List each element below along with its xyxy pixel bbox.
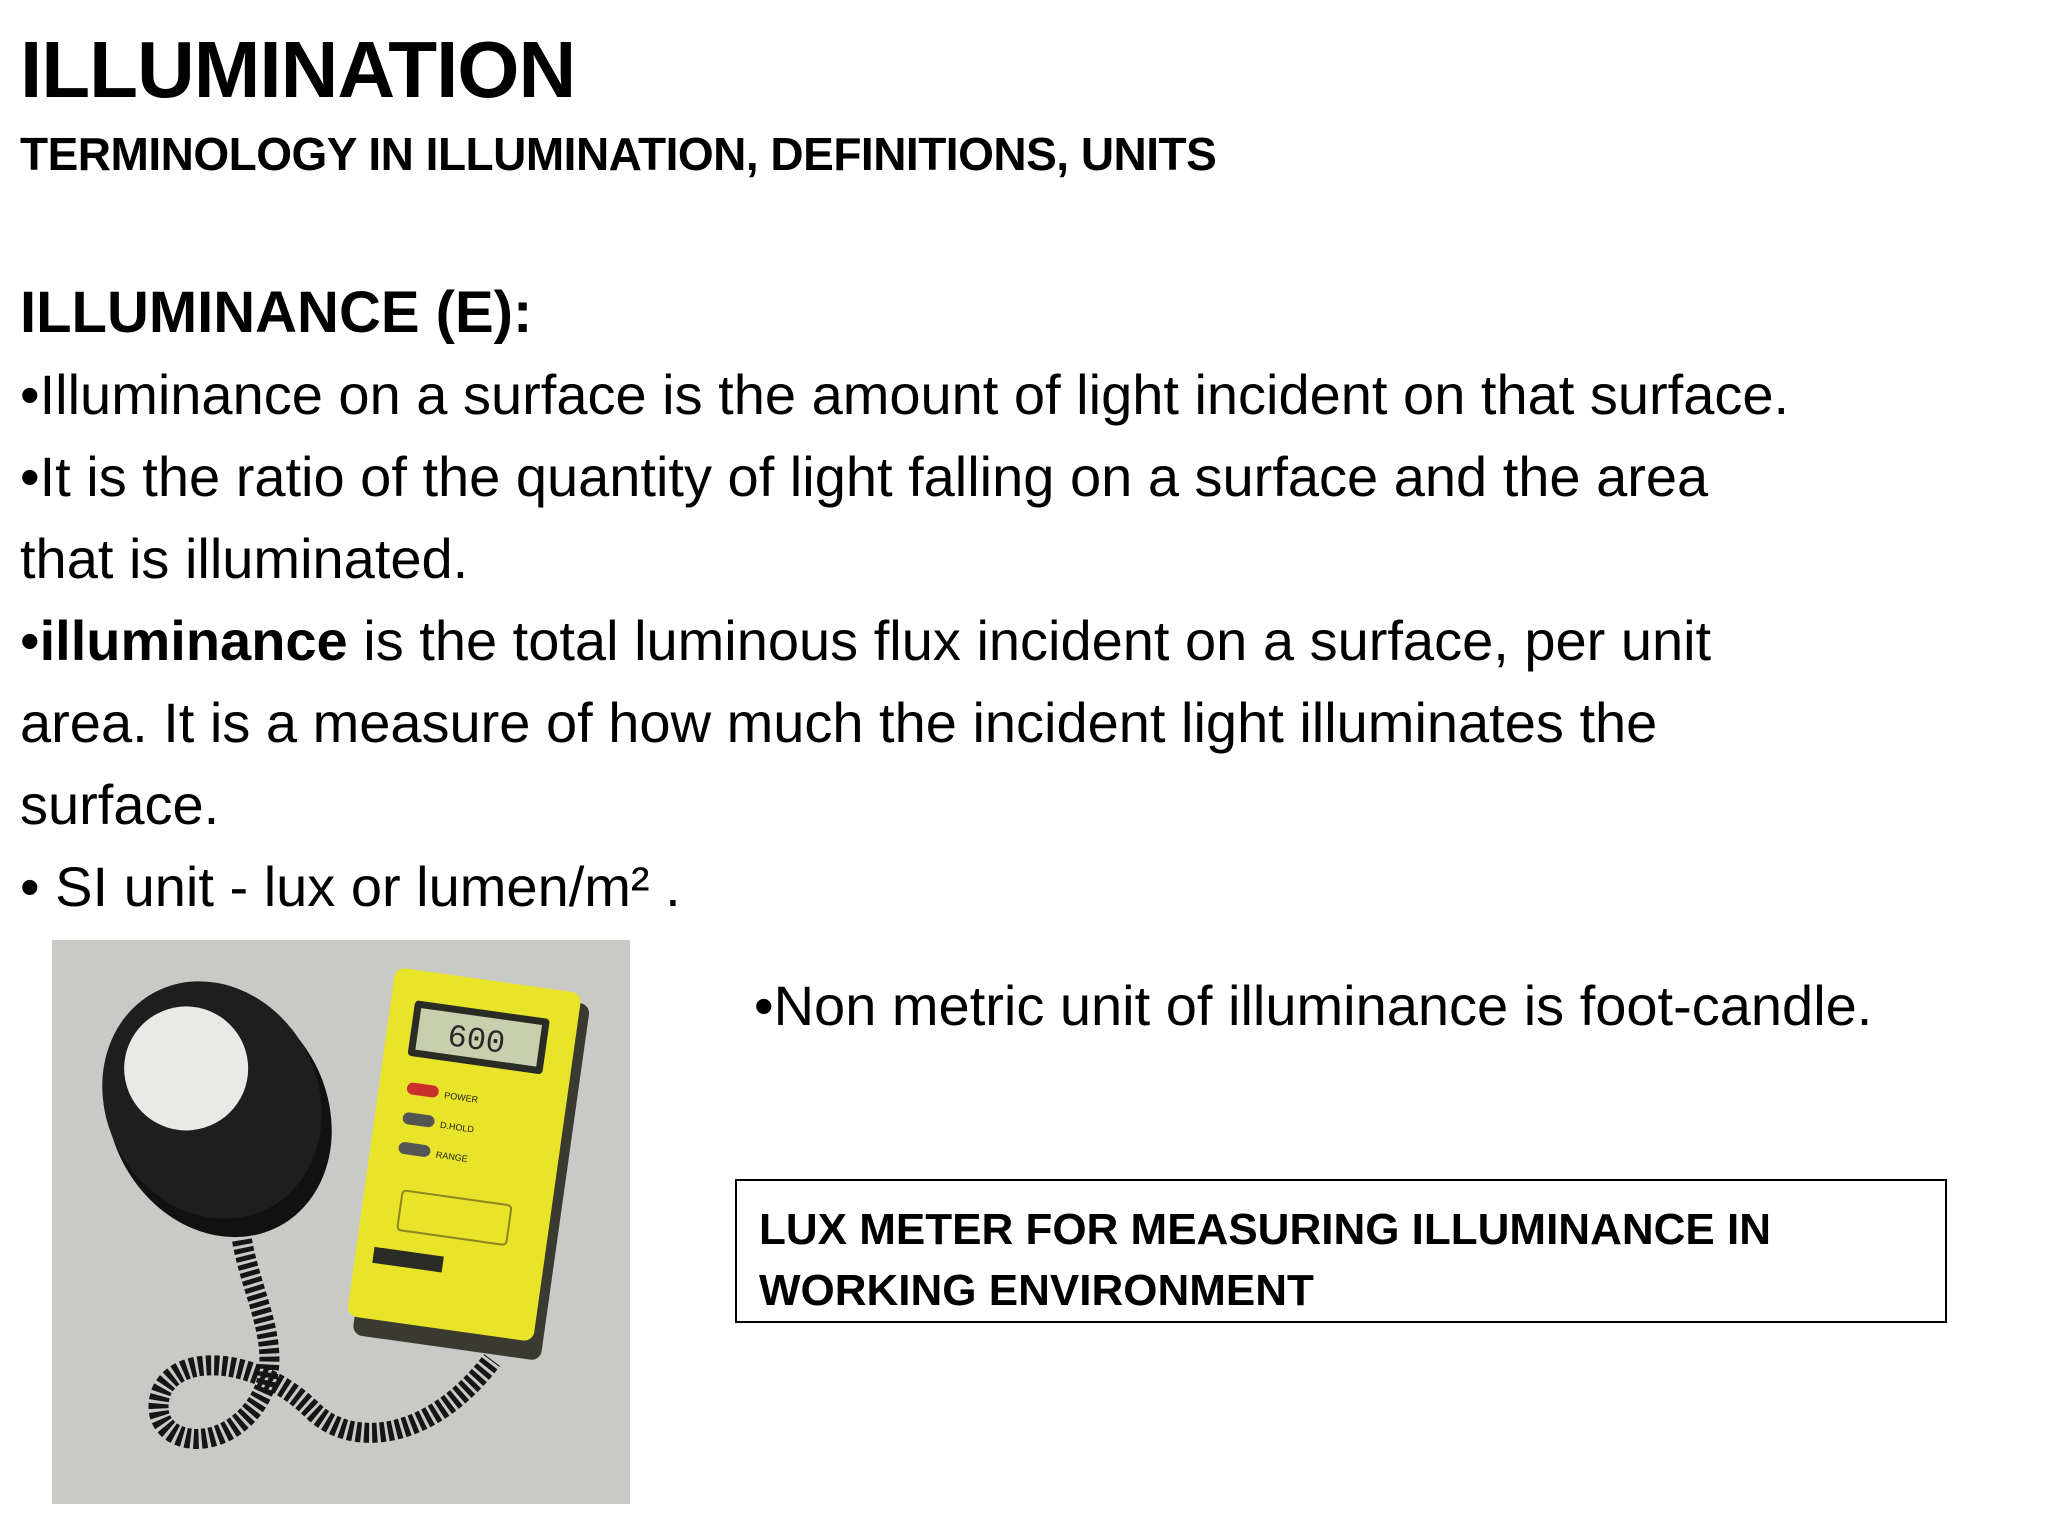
definition-line-3: that is illuminated. bbox=[20, 527, 469, 590]
continuation-line-1: area. It is a measure of how much the incident light illuminates the bbox=[20, 691, 1658, 754]
range-label: RANGE bbox=[435, 1149, 469, 1164]
photo-caption-box bbox=[735, 1179, 1947, 1323]
lux-meter-photo bbox=[52, 940, 630, 1504]
power-label: POWER bbox=[443, 1090, 479, 1105]
continuation-line-2: surface. bbox=[20, 773, 220, 836]
meter-display-value: 600 bbox=[445, 1018, 508, 1063]
slide-subtitle: TERMINOLOGY IN ILLUMINATION, DEFINITIONS, UNITS bbox=[20, 128, 1217, 180]
caption-line-1: LUX METER FOR MEASURING ILLUMINANCE IN bbox=[759, 1205, 1771, 1254]
bold-term: illuminance bbox=[39, 609, 348, 672]
caption-line-2: WORKING ENVIRONMENT bbox=[759, 1266, 1314, 1315]
definition-line-1: •Illuminance on a surface is the amount of light incident on that surface. bbox=[20, 363, 1790, 426]
lux-meter-illustration bbox=[52, 940, 630, 1504]
illuminance-bullet bbox=[20, 600, 2030, 682]
slide-title: ILLUMINATION bbox=[20, 25, 576, 114]
si-unit-line: • SI unit - lux or lumen/m² . bbox=[20, 855, 681, 918]
bullet-rest: is the total luminous flux incident on a surface, per unit bbox=[347, 609, 1712, 672]
section-heading: ILLUMINANCE (E): bbox=[20, 280, 533, 345]
bullet-mark: • bbox=[20, 609, 40, 672]
definition-body bbox=[20, 354, 2030, 928]
non-metric-unit-line: •Non metric unit of illuminance is foot-candle. bbox=[754, 974, 1873, 1037]
definition-line-2: •It is the ratio of the quantity of light falling on a surface and the area bbox=[20, 445, 1709, 508]
hold-label: D.HOLD bbox=[439, 1119, 475, 1135]
